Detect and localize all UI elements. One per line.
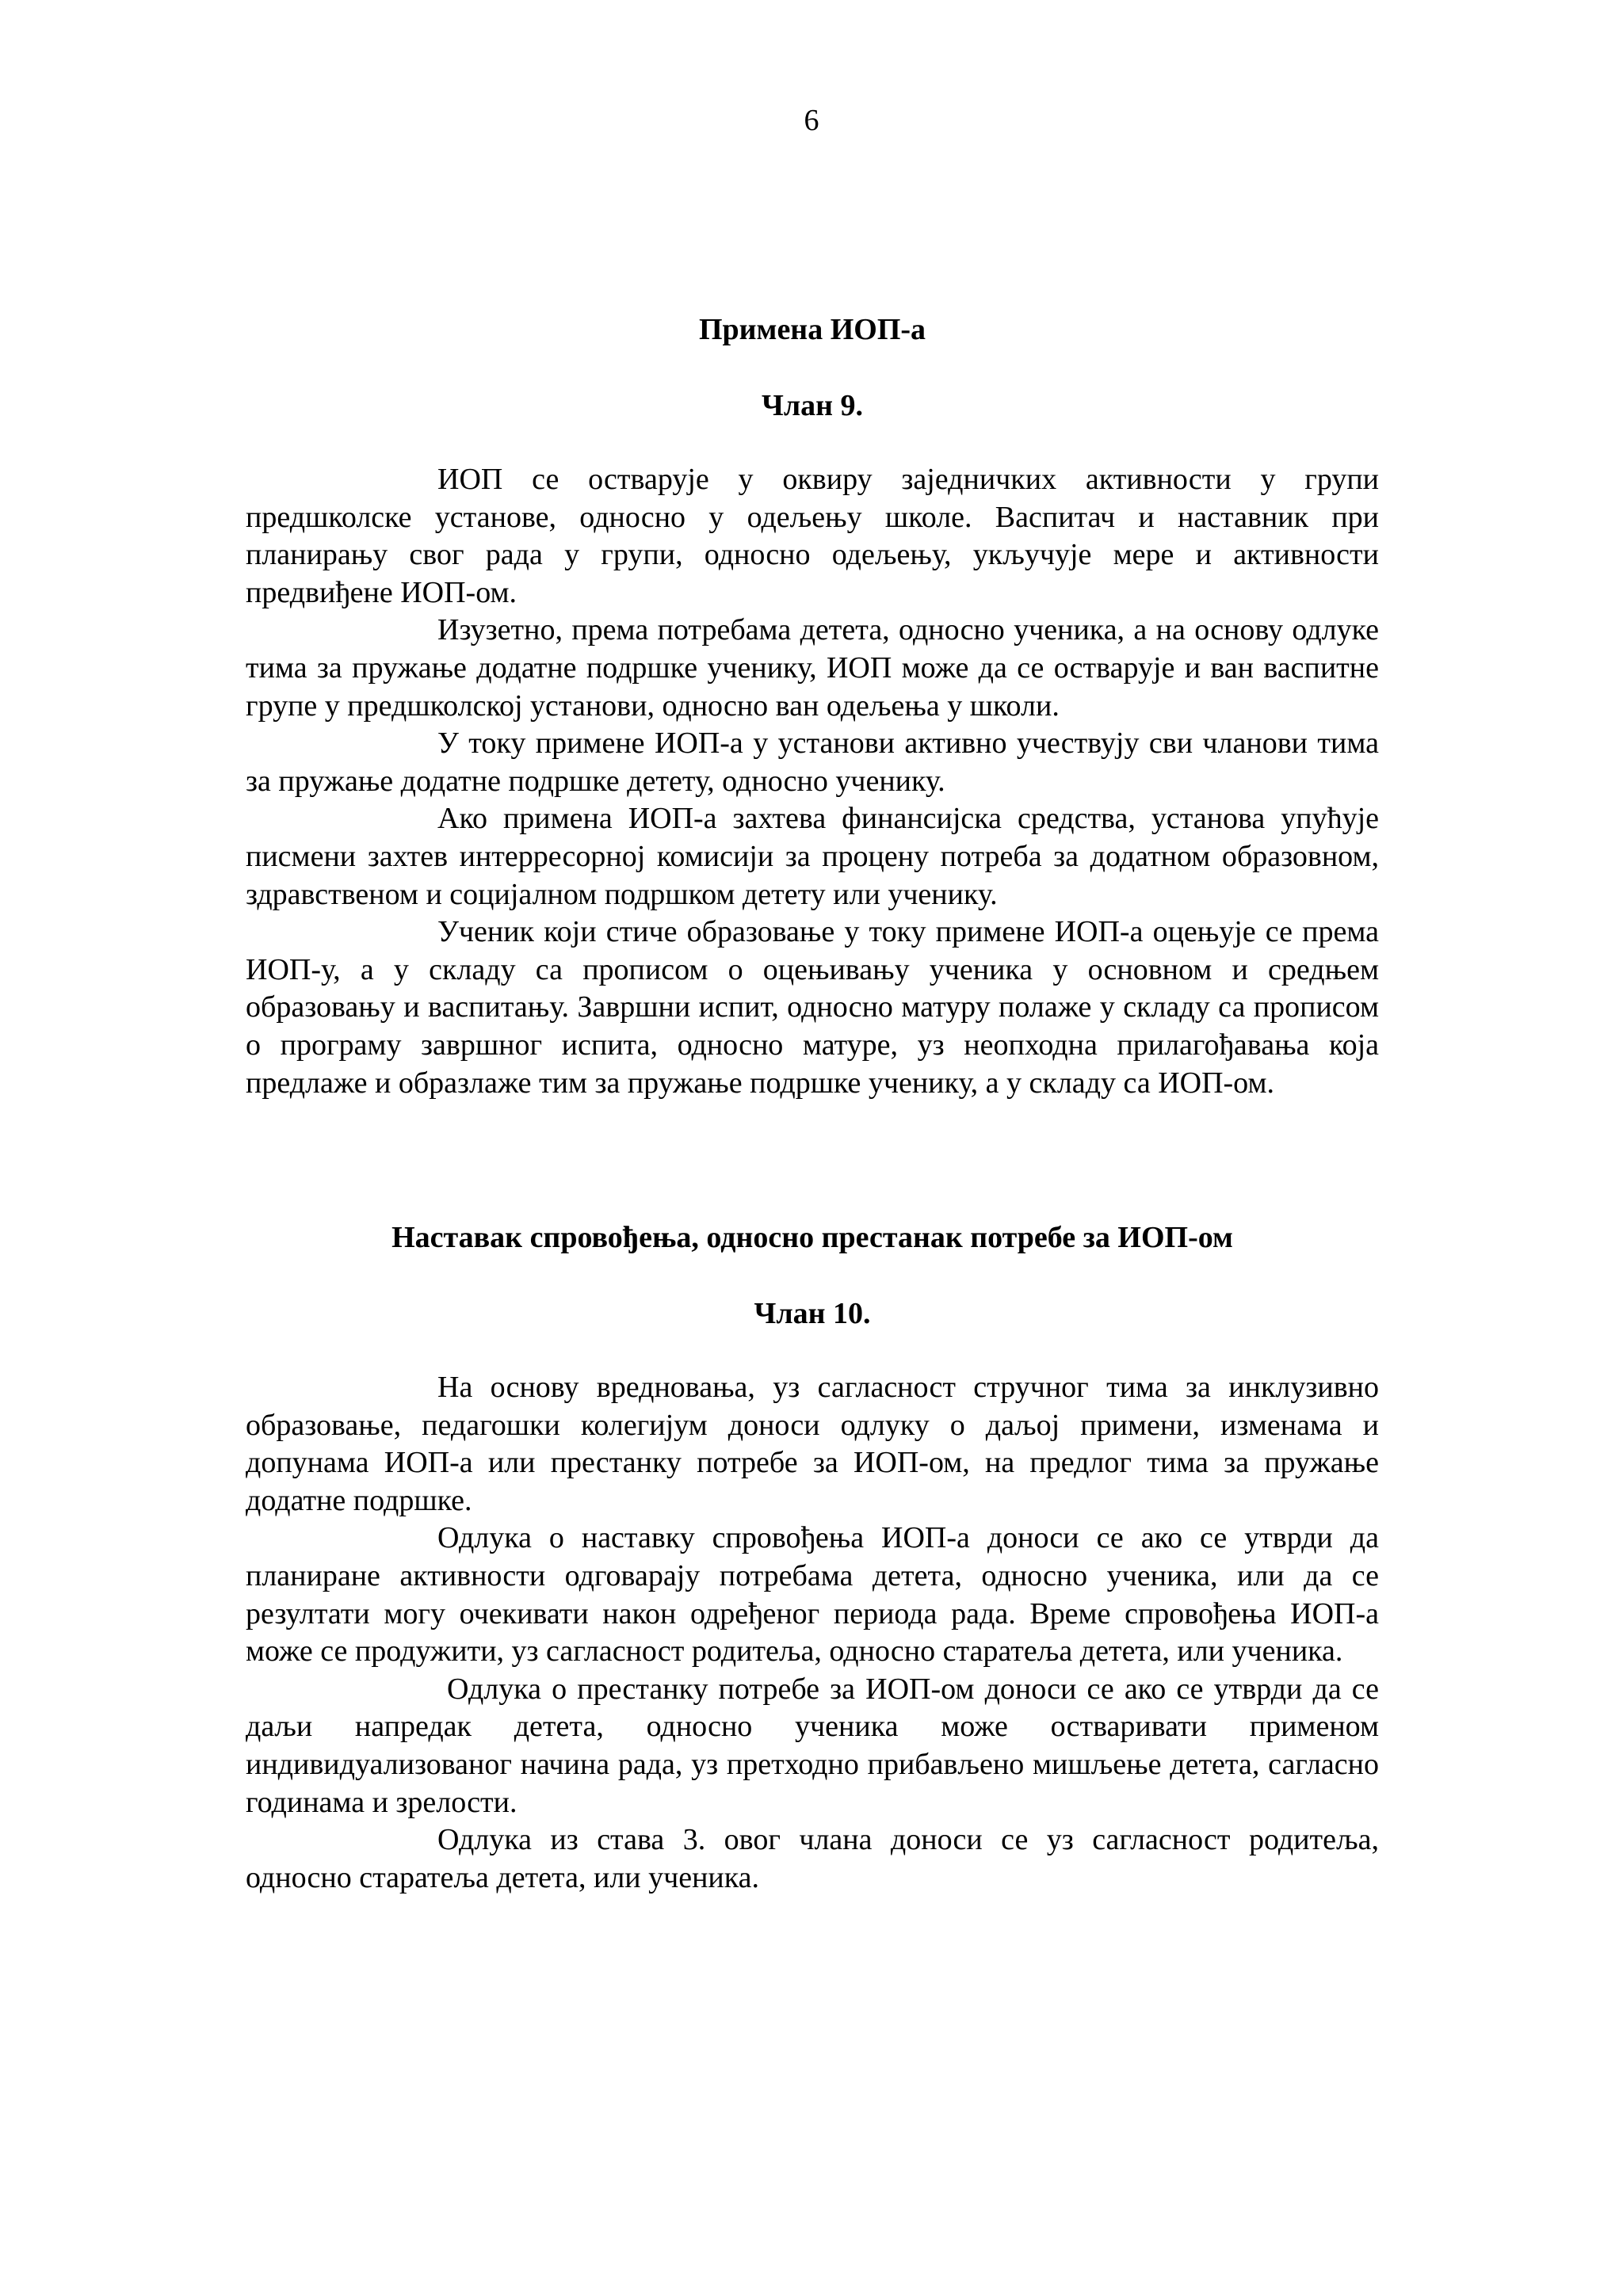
article-number: Члан 9. <box>761 389 864 422</box>
paragraph: ИОП се остварује у оквиру заједничких активности у групи предшколске установе, односно у одељењу школе. Васпитач и наставник при планирању свог рада у групи, односно одељењу, укључује мере и активности предвиђене ИОП-ом. <box>246 463 1379 609</box>
article-body <box>246 1369 1379 1897</box>
paragraph: Одлука из става 3. овог члана доноси се уз сагласност родитеља, односно старатеља детета, или ученика. <box>246 1823 1379 1894</box>
section-heading: Примена ИОП-а <box>698 313 926 346</box>
paragraph: Ако примена ИОП-а захтева финансијска средства, установа упућује писмени захтев интерресорној комисији за процену потреба за додатном образовном, здравственом и социјалном подршком детету или ученику. <box>246 802 1379 911</box>
paragraph: Одлука о наставку спровођења ИОП-а доноси се ако се утврди да планиране активности одговарају потребама детета, односно ученика, или да се резултати могу очекивати након одређеног периода рада. Време спровођења ИОП-а може се продужити, уз сагласност родитеља, односно старатеља детета, или ученика. <box>246 1521 1379 1669</box>
paragraph: Одлука о престанку потребе за ИОП-ом доноси се ако се утврди да се даљи напредак детета, односно ученика може остваривати применом индивидуализованог начина рада, уз претходно прибављено мишљење детета, сагласно годинама и зрелости. <box>246 1672 1379 1819</box>
section-heading: Наставак спровођења, односно престанак потребе за ИОП-ом <box>391 1221 1233 1254</box>
article-number: Члан 10. <box>754 1297 871 1330</box>
paragraph: На основу вредновања, уз сагласност стручног тима за инклузивно образовање, педагошки колегијум доноси одлуку о даљој примени, изменама и допунама ИОП-а или престанку потребе за ИОП-ом, на предлог тима за пружање додатне подршке. <box>246 1371 1379 1517</box>
article-body <box>246 461 1379 1102</box>
paragraph: Изузетно, према потребама детета, односно ученика, а на основу одлуке тима за пружање додатне подршке ученику, ИОП може да се остварује и ван васпитне групе у предшколској установи, односно ван одељења у школи. <box>246 613 1379 723</box>
page-number: 6 <box>804 104 819 137</box>
section-article-9 <box>246 311 1379 1102</box>
paragraph: У току примене ИОП-а у установи активно учествују сви чланови тима за пружање додатне подршке детету, односно ученику. <box>246 727 1379 798</box>
section-article-10 <box>246 1219 1379 1897</box>
paragraph: Ученик који стиче образовање у току примене ИОП-а оцењује се према ИОП-у, а у складу са прописом о оцењивању ученика у основном и средњем образовању и васпитању. Завршни испит, односно матуру полаже у складу са прописом о програму завршног испита, односно матуре, уз неопходна прилагођавања која предлаже и образлаже тим за пружање подршке ученику, а у складу са ИОП-ом. <box>246 915 1379 1100</box>
